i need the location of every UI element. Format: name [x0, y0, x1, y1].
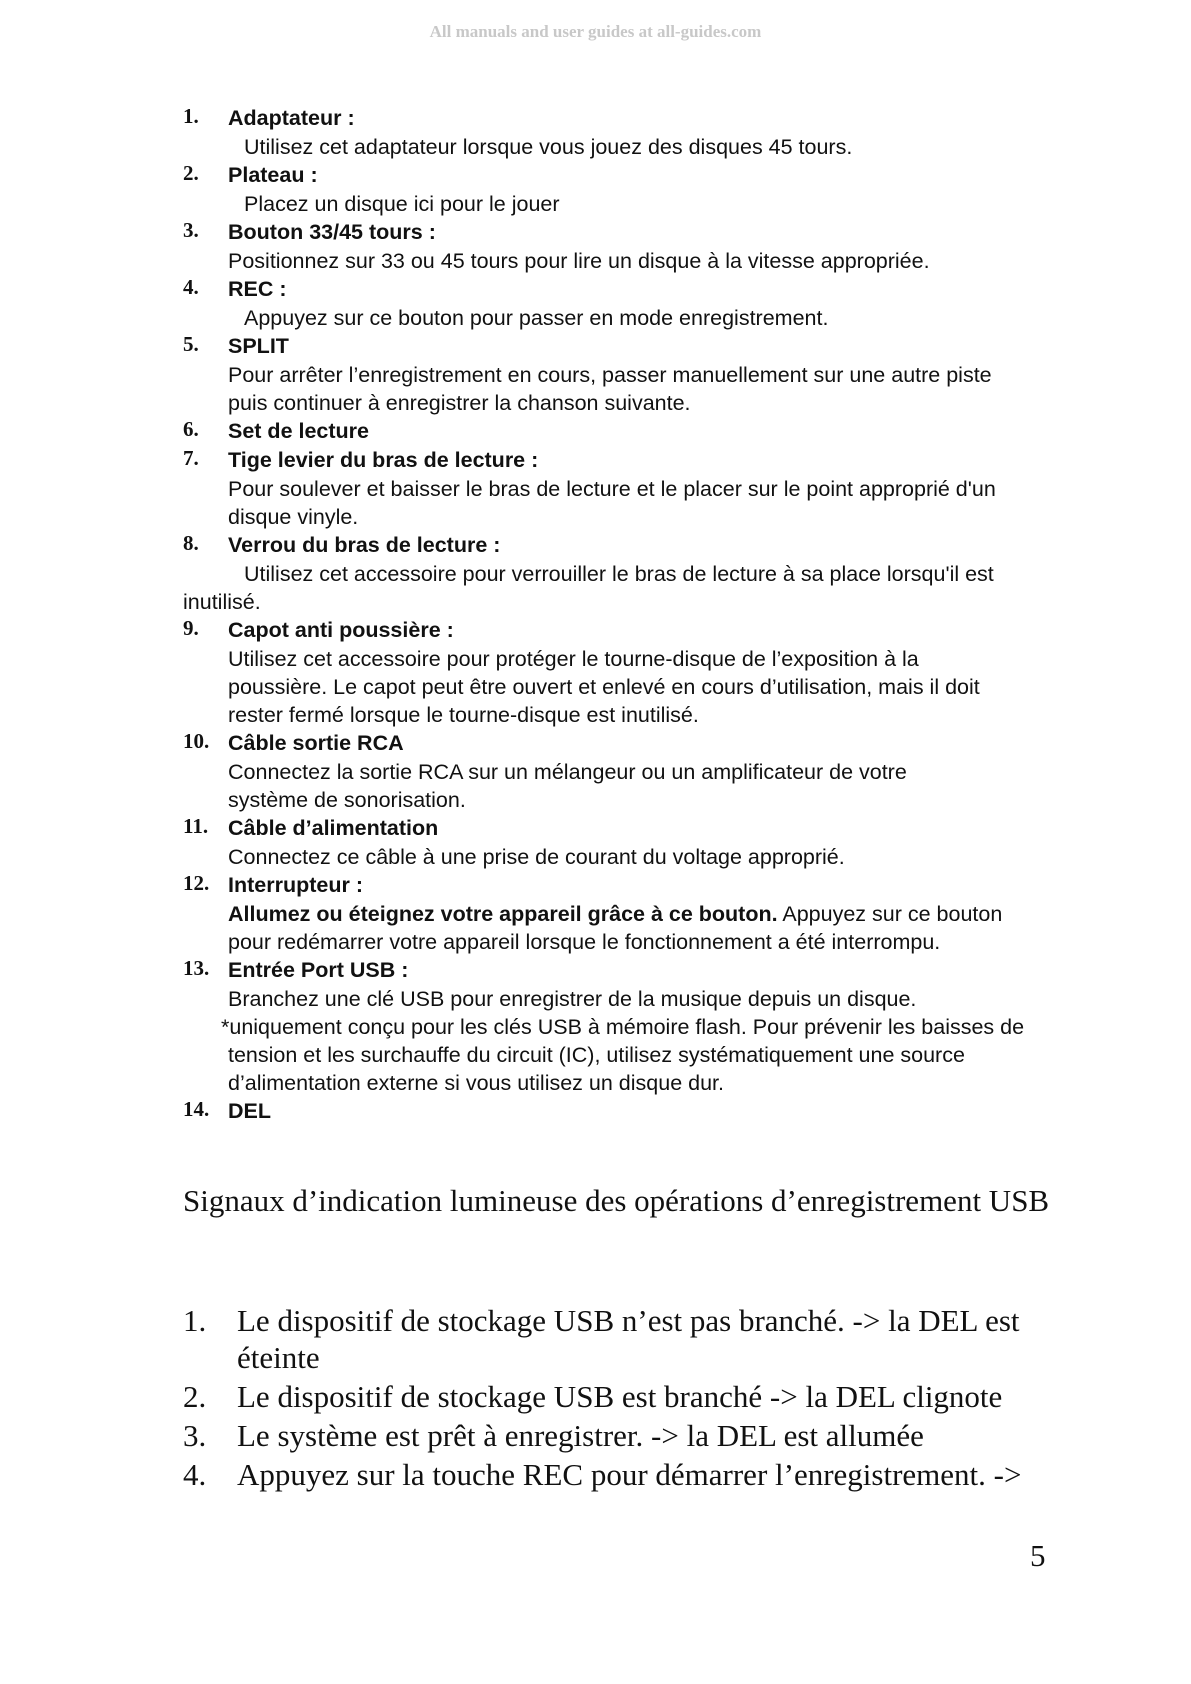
watermark: All manuals and user guides at all-guides.com [429, 22, 762, 41]
item-number: 9. [183, 616, 199, 640]
step-item [183, 1302, 1063, 1376]
item-description: Branchez une clé USB pour enregistrer de la musique depuis un disque. [228, 987, 917, 1011]
item-description: Pour arrêter l’enregistrement en cours, passer manuellement sur une autre piste puis continuer à enregistrer la chanson suivante. [228, 363, 992, 415]
list-item [183, 531, 1063, 616]
list-item [183, 1097, 1063, 1126]
item-description: Placez un disque ici pour le jouer [244, 192, 560, 216]
list-item [183, 275, 1063, 332]
item-description [228, 900, 1018, 956]
item-number: 8. [183, 531, 199, 555]
list-item [183, 956, 1063, 1097]
item-description: Appuyez sur ce bouton pour passer en mode enregistrement. [244, 306, 829, 330]
item-title: Verrou du bras de lecture : [228, 533, 501, 557]
item-number: 2. [183, 161, 199, 185]
list-item [183, 332, 1063, 417]
step-text: Le dispositif de stockage USB est branché -> la DEL clignote [237, 1379, 1003, 1414]
step-number: 1. [183, 1303, 207, 1338]
list-item [183, 729, 1063, 814]
step-number: 3. [183, 1418, 207, 1453]
item-description: Positionnez sur 33 ou 45 tours pour lire un disque à la vitesse appropriée. [228, 249, 930, 273]
component-list [183, 104, 1063, 1126]
item-number: 10. [183, 729, 210, 753]
step-number: 4. [183, 1457, 207, 1492]
list-item [183, 218, 1063, 275]
item-description: Utilisez cet accessoire pour verrouiller le bras de lecture à sa place lorsqu'il est inutilisé. [183, 562, 994, 614]
item-number: 11. [183, 814, 209, 838]
step-number: 2. [183, 1379, 207, 1414]
item-description-text: Appuyez sur ce bouton pour redémarrer votre appareil lorsque le fonctionnement a été interrompu. [228, 902, 1003, 954]
item-description: Utilisez cet accessoire pour protéger le tourne-disque de l’exposition à la poussière. Le capot peut être ouvert et enlevé en cours d’utilisation, mais il doit rester fermé lorsque le tourne-disque est inutilisé. [228, 647, 980, 727]
list-item [183, 161, 1063, 218]
item-number: 14. [183, 1097, 210, 1121]
item-note: *uniquement conçu pour les clés USB à mémoire flash. Pour prévenir les baisses de tension et les surchauffe du circuit (IC), utilisez systématiquement une source d’alimentation externe si vous utilisez un disque dur. [221, 1015, 1025, 1095]
item-title: SPLIT [228, 334, 289, 358]
item-title: Capot anti poussière : [228, 618, 454, 642]
list-item [183, 871, 1063, 956]
item-title: Tige levier du bras de lecture : [228, 448, 539, 472]
item-title: Bouton 33/45 tours : [228, 220, 436, 244]
section-heading: Signaux d’indication lumineuse des opérations d’enregistrement USB [183, 1183, 1050, 1218]
step-item [183, 1417, 1063, 1454]
list-item [183, 616, 1063, 729]
list-item [183, 814, 1063, 871]
item-description: Connectez la sortie RCA sur un mélangeur ou un amplificateur de votre système de sonorisation. [228, 760, 907, 812]
list-item [183, 417, 1063, 446]
item-title: Câble sortie RCA [228, 731, 404, 755]
step-text: Appuyez sur la touche REC pour démarrer l’enregistrement. -> [237, 1457, 1022, 1492]
item-number: 12. [183, 871, 210, 895]
step-item [183, 1378, 1063, 1415]
step-text: Le dispositif de stockage USB n’est pas branché. -> la DEL est éteinte [237, 1303, 1020, 1375]
item-description: Pour soulever et baisser le bras de lecture et le placer sur le point approprié d'un disque vinyle. [228, 477, 996, 529]
item-description: Connectez ce câble à une prise de courant du voltage approprié. [228, 845, 845, 869]
item-number: 6. [183, 417, 199, 441]
item-title: Interrupteur : [228, 873, 363, 897]
step-item [183, 1456, 1063, 1493]
item-title: Plateau : [228, 163, 318, 187]
item-title: Adaptateur : [228, 106, 355, 130]
item-bold-lead: Allumez ou éteignez votre appareil grâce à ce bouton. [228, 902, 778, 926]
list-item [183, 446, 1063, 531]
page-number: 5 [1030, 1538, 1046, 1573]
led-steps-list [183, 1302, 1063, 1495]
item-title: DEL [228, 1099, 271, 1123]
item-number: 3. [183, 218, 199, 242]
item-number: 4. [183, 275, 199, 299]
item-number: 7. [183, 446, 199, 470]
step-text: Le système est prêt à enregistrer. -> la DEL est allumée [237, 1418, 924, 1453]
item-number: 13. [183, 956, 210, 980]
item-number: 1. [183, 104, 199, 128]
item-title: Entrée Port USB : [228, 958, 409, 982]
item-title: REC : [228, 277, 287, 301]
item-number: 5. [183, 332, 199, 356]
item-description: Utilisez cet adaptateur lorsque vous jouez des disques 45 tours. [244, 135, 853, 159]
item-title: Set de lecture [228, 419, 369, 443]
list-item [183, 104, 1063, 161]
item-title: Câble d’alimentation [228, 816, 439, 840]
